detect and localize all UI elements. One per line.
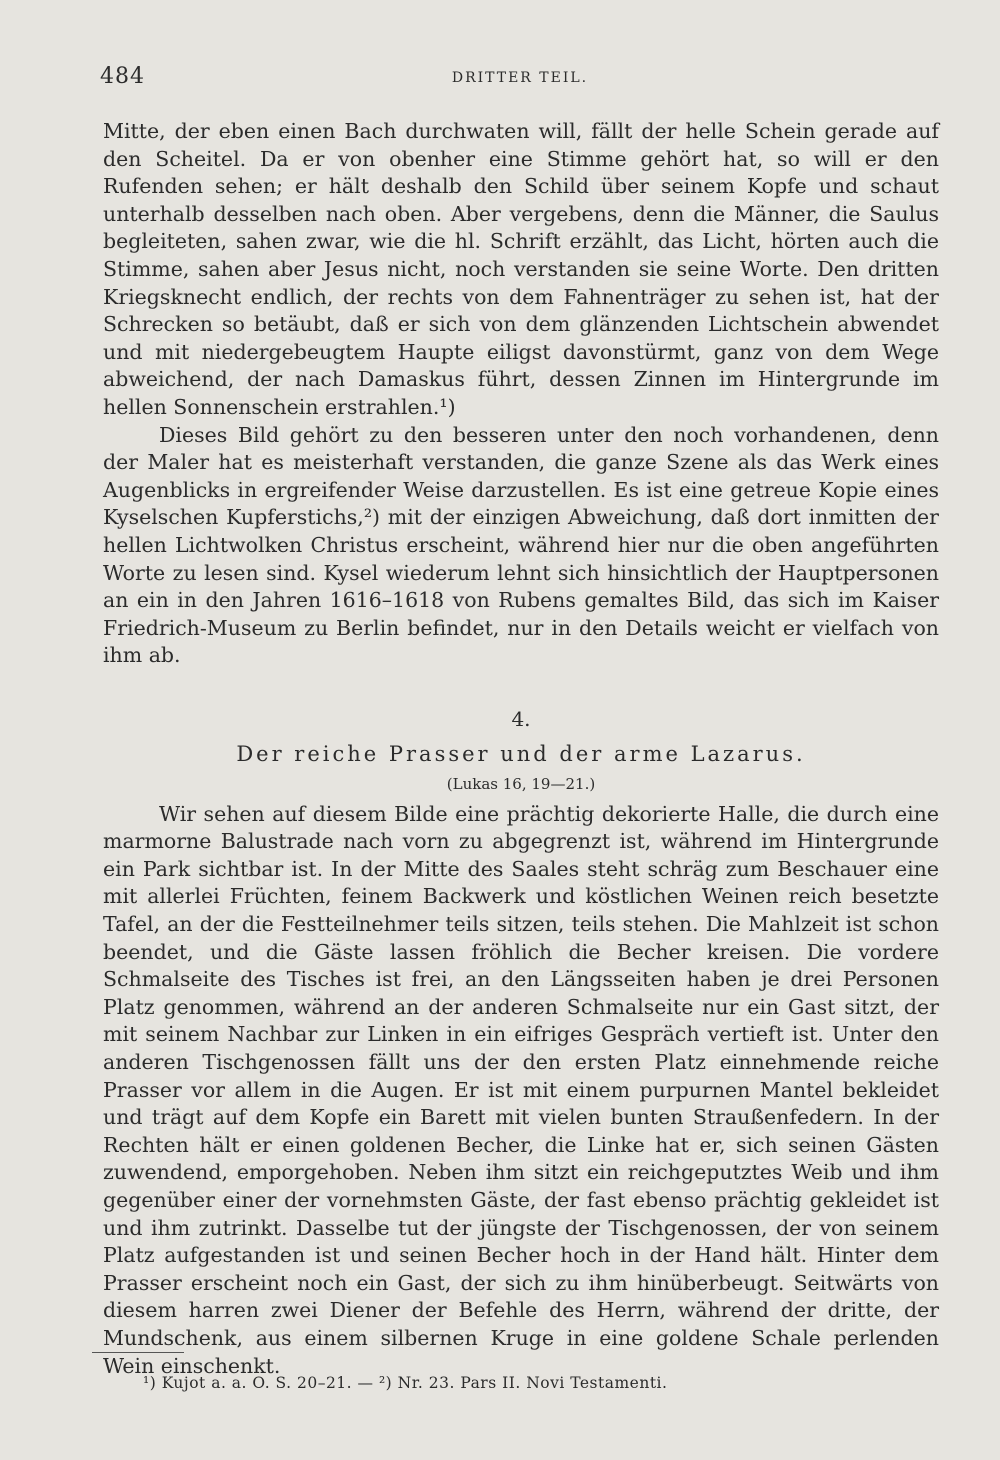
running-head: DRITTER TEIL. xyxy=(451,70,589,86)
main-text xyxy=(103,118,939,1380)
section-number: 4. xyxy=(511,706,531,731)
footnotes: ¹) Kujot a. a. O. S. 20–21. — ²) Nr. 23. Pars II. Novi Testamenti. xyxy=(143,1374,668,1392)
page-header xyxy=(100,64,940,94)
page-number: 484 xyxy=(100,64,145,89)
paragraph-continuation: Mitte, der eben einen Bach durchwaten will, fällt der helle Schein gerade auf den Scheitel. Da er von obenher eine Stimme gehört hat, so will er den Rufenden sehen; er hält deshalb den Schild über seinem Kopfe und schaut unterhalb desselben nach oben. Aber vergebens, denn die Männer, die Saulus begleiteten, sahen zwar, wie die hl. Schrift erzählt, das Licht, hörten auch die Stimme, sahen aber Jesus nicht, noch verstanden sie seine Worte. Den dritten Kriegsknecht endlich, der rechts von dem Fahnenträger zu sehen ist, hat der Schrecken so betäubt, daß er sich von dem glänzenden Lichtschein abwendet und mit niedergebeugtem Haupte eiligst davonstürmt, ganz von dem Wege abweichend, der nach Damaskus führt, dessen Zinnen im Hintergrunde im hellen Sonnenschein erstrahlen.¹) xyxy=(103,119,939,419)
section-reference: (Lukas 16, 19—21.) xyxy=(446,775,596,794)
paragraph-painting-comparison: Dieses Bild gehört zu den besseren unter den noch vorhandenen, denn der Maler hat es meisterhaft verstanden, die ganze Szene als das Werk eines Augenblicks in ergreifender Weise darzustellen. Es ist eine getreue Kopie eines Kyselschen Kupferstichs,²) mit der einzigen Abweichung, daß dort inmitten der hellen Lichtwolken Christus erscheint, während hier nur die oben angeführten Worte zu lesen sind. Kysel wiederum lehnt sich hinsichtlich der Hauptpersonen an ein in den Jahren 1616–1618 von Rubens gemaltes Bild, das sich im Kaiser Friedrich-Museum zu Berlin befindet, nur in den Details weicht er vielfach von ihm ab. xyxy=(103,422,939,668)
section-title: Der reiche Prasser und der arme Lazarus. xyxy=(236,742,806,767)
footnote-divider xyxy=(92,1352,184,1353)
paragraph-description: Wir sehen auf diesem Bilde eine prächtig dekorierte Halle, die durch eine marmorne Balustrade nach vorn zu abgegrenzt ist, während im Hintergrunde ein Park sichtbar ist. In der Mitte des Saales steht schräg zum Beschauer eine mit allerlei Früchten, feinem Backwerk und köstlichen Weinen reich besetzte Tafel, an der die Festteilnehmer teils sitzen, teils stehen. Die Mahlzeit ist schon beendet, und die Gäste lassen fröhlich die Becher kreisen. Die vordere Schmalseite des Tisches ist frei, an den Längsseiten haben je drei Personen Platz genommen, während an der anderen Schmalseite nur ein Gast sitzt, der mit seinem Nachbar zur Linken in ein eifriges Gespräch vertieft ist. Unter den anderen Tischgenossen fällt uns der den ersten Platz einnehmende reiche Prasser vor allem in die Augen. Er ist mit einem purpurnen Mantel bekleidet und trägt auf dem Kopfe ein Barett mit vielen bunten Straußenfedern. In der Rechten hält er einen goldenen Becher, die Linke hat er, sich seinen Gästen zuwendend, emporgehoben. Neben ihm sitzt ein reichgeputztes Weib und ihm gegenüber einer der vornehmsten Gäste, der fast ebenso prächtig gekleidet ist und ihm zutrinkt. Dasselbe tut der jüngste der Tischgenossen, der von seinem Platz aufgestanden ist und seinen Becher hoch in der Hand hält. Hinter dem Prasser erscheint noch ein Gast, der sich zu ihm hinüberbeugt. Seitwärts von diesem harren zwei Diener der Befehle des Herrn, während der dritte, der Mundschenk, aus einem silbernen Kruge in eine goldene Schale perlenden Wein einschenkt. xyxy=(103,801,939,1378)
